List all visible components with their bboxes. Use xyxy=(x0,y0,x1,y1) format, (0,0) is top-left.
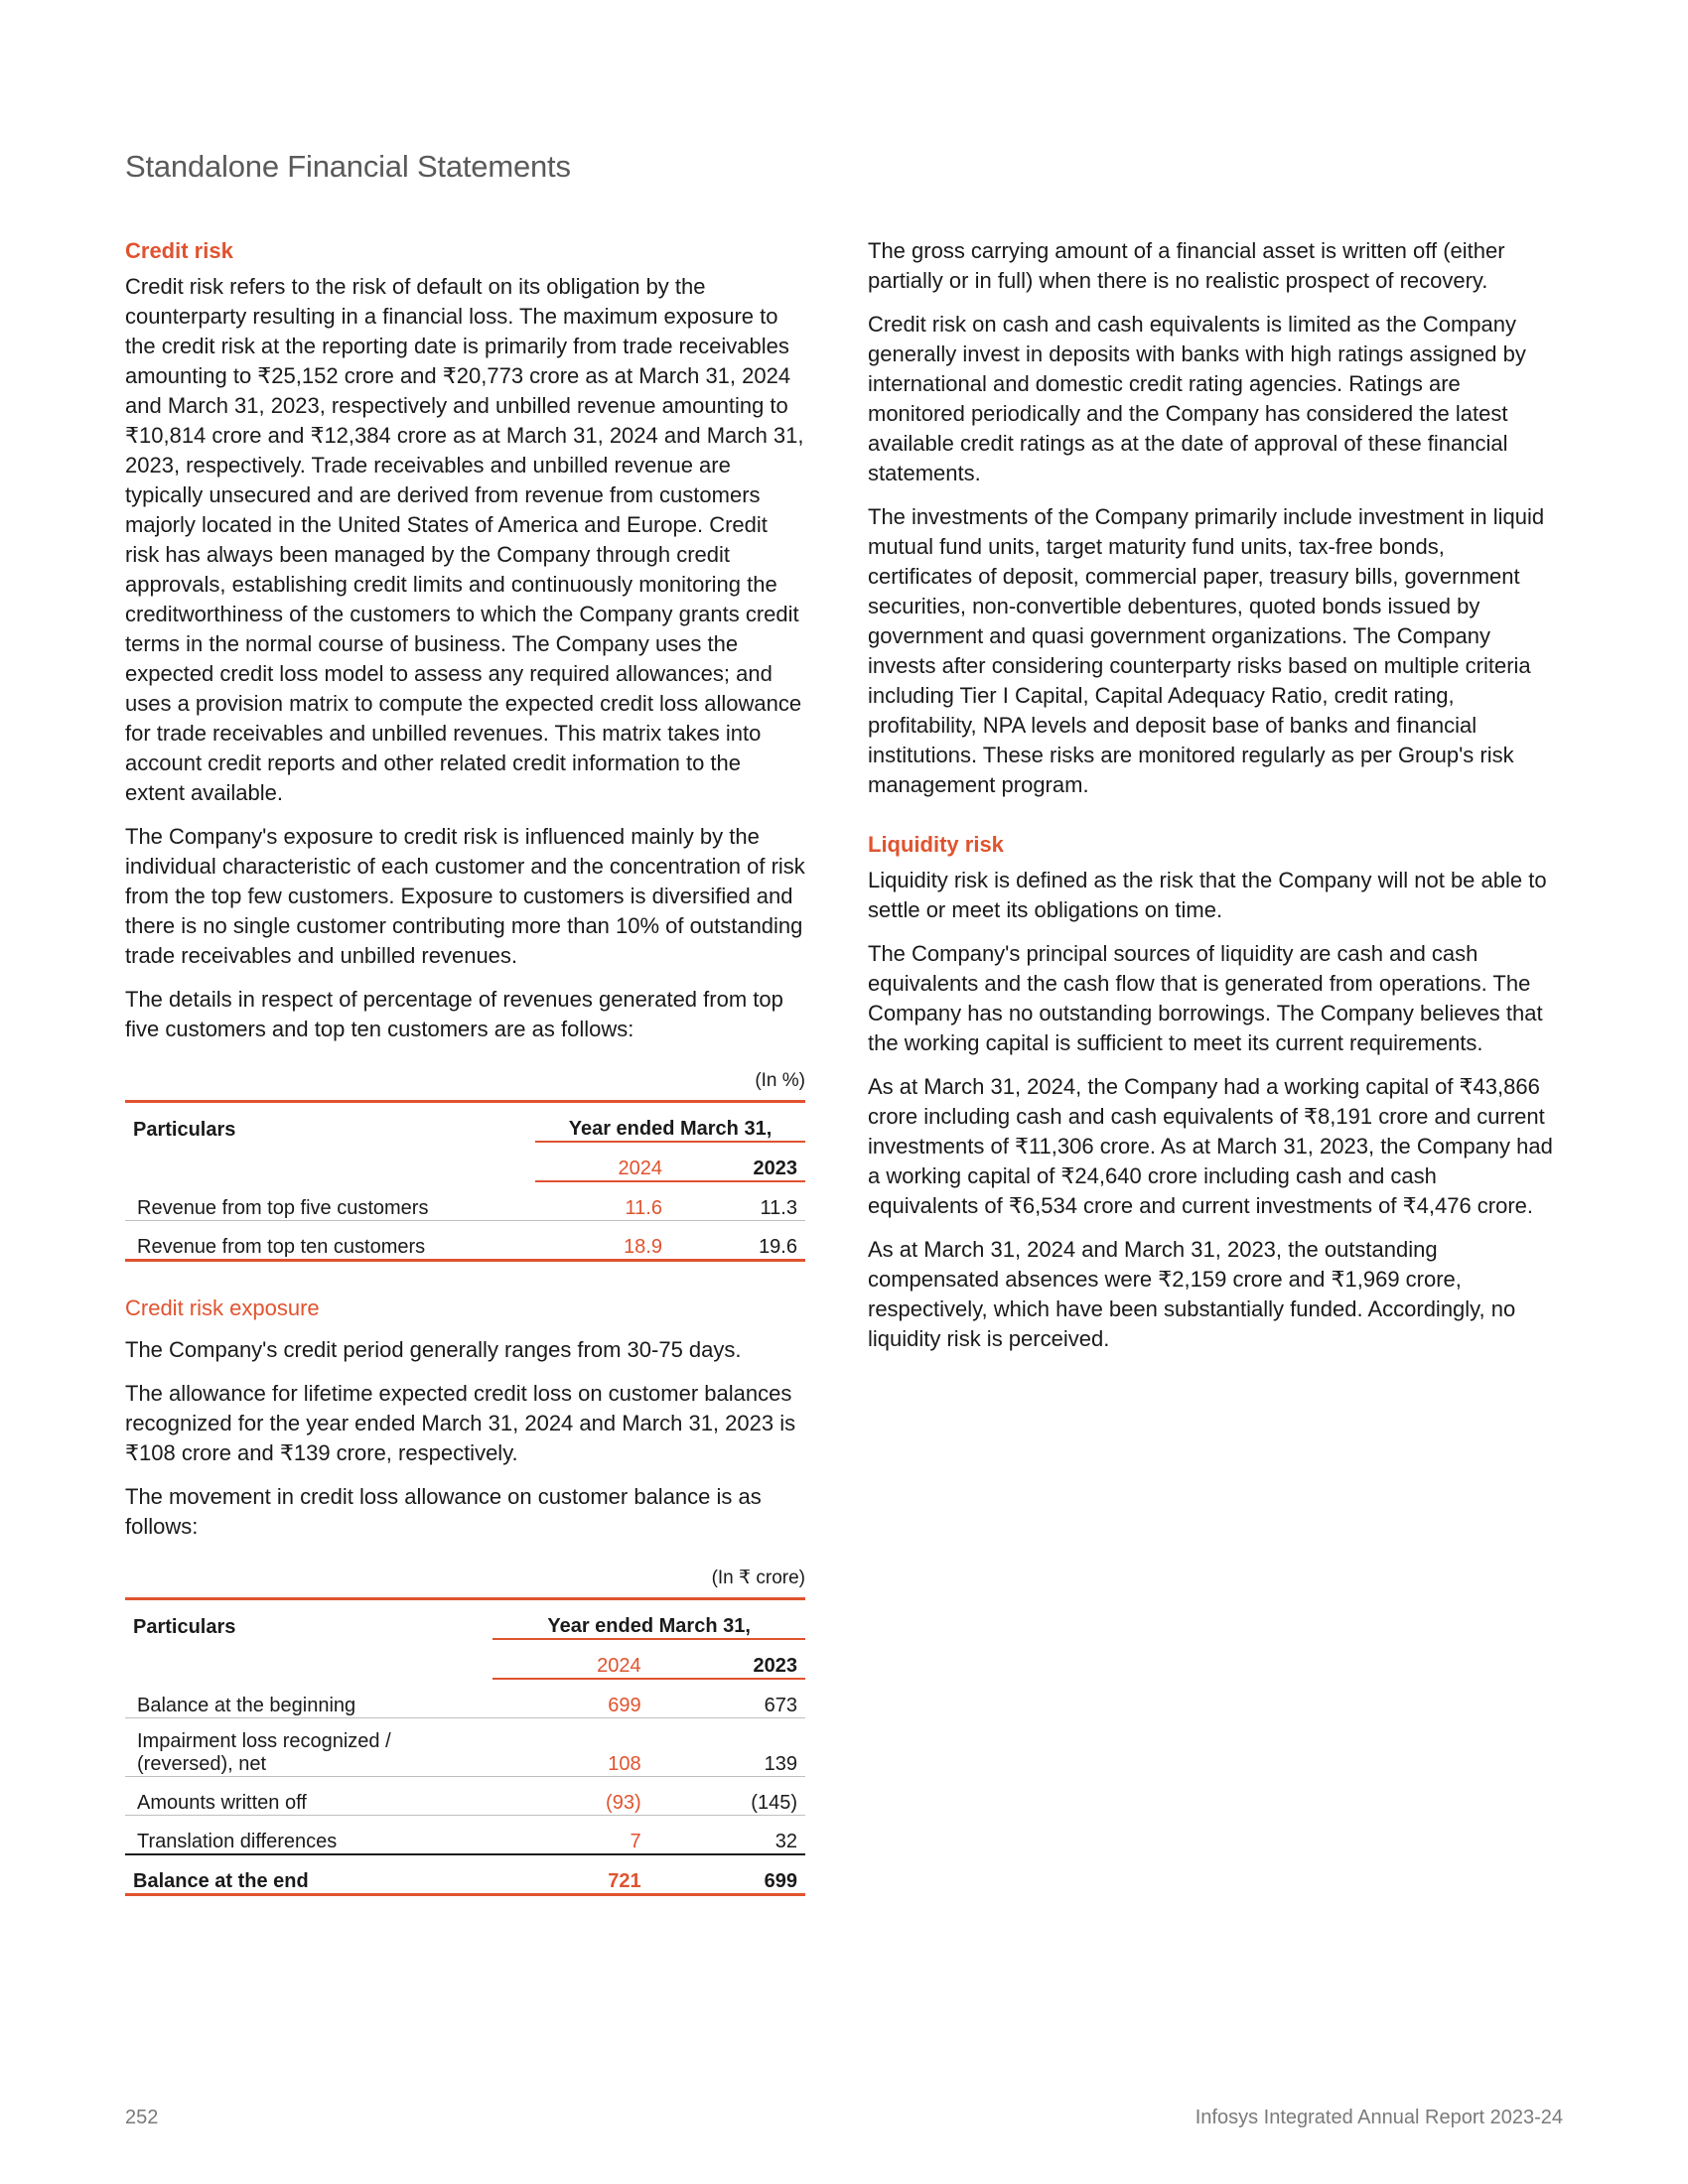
total-value-2023: 699 xyxy=(649,1854,805,1895)
liquidity-risk-paragraph: Liquidity risk is defined as the risk that the Company will not be able to settle or meet its obligations on time. xyxy=(868,868,1547,922)
liquidity-risk-paragraph: As at March 31, 2024, the Company had a working capital of ₹43,866 crore including cash and cash equivalents of ₹8,191 crore and current investments of ₹11,306 crore. As at March 31, 2023, the Company had a working capital of ₹24,640 crore including cash and cash equivalents of ₹6,534 crore and current investments of ₹4,476 crore. xyxy=(868,1074,1553,1218)
row-value-2024: 108 xyxy=(492,1718,648,1777)
row-label: Revenue from top five customers xyxy=(125,1181,535,1221)
table1-year-2023: 2023 xyxy=(670,1142,805,1181)
table-row xyxy=(125,1679,805,1718)
row-label: Impairment loss recognized / (reversed), net xyxy=(125,1718,492,1777)
table1-period-header: Year ended March 31, xyxy=(535,1102,805,1143)
table-total-row xyxy=(125,1854,805,1895)
table1-particulars-header: Particulars xyxy=(133,1119,236,1141)
table2-unit-note: (In ₹ crore) xyxy=(711,1568,805,1588)
row-label: Amounts written off xyxy=(125,1777,492,1816)
table2-year-2024: 2024 xyxy=(492,1639,648,1679)
row-label: Balance at the beginning xyxy=(125,1679,492,1718)
exposure-paragraph: The movement in credit loss allowance on customer balance is as follows: xyxy=(125,1484,762,1539)
credit-loss-allowance-table xyxy=(125,1597,805,1896)
table-row xyxy=(125,1777,805,1816)
row-value-2024: (93) xyxy=(492,1777,648,1816)
row-value-2023: 673 xyxy=(649,1679,805,1718)
credit-risk-continued-paragraph: The gross carrying amount of a financial asset is written off (either partially or in full) when there is no realistic prospect of recovery. xyxy=(868,238,1505,293)
credit-risk-paragraph: The Company's exposure to credit risk is influenced mainly by the individual characteristic of each customer and the concentration of risk from the top few customers. Exposure to customers is diversified and there is no single customer contributing more than 10% of outstanding trade receivables and unbilled revenues. xyxy=(125,824,805,968)
credit-risk-paragraph: The details in respect of percentage of revenues generated from top five customers and top ten customers are as follows: xyxy=(125,987,783,1041)
exposure-paragraph: The allowance for lifetime expected credit loss on customer balances recognized for the year ended March 31, 2024 and March 31, 2023 is ₹108 crore and ₹139 crore, respectively. xyxy=(125,1381,796,1465)
credit-risk-continued-paragraph: The investments of the Company primarily include investment in liquid mutual fund units, target maturity fund units, tax-free bonds, certificates of deposit, commercial paper, treasury bills, government securities, non-convertible debentures, quoted bonds issued by government and quasi government organizations. The Company invests after considering counterparty risks based on multiple criteria including Tier I Capital, Capital Adequacy Ratio, credit rating, profitability, NPA levels and deposit base of banks and financial institutions. These risks are monitored regularly as per Group's risk management program. xyxy=(868,504,1545,797)
row-value-2023: 139 xyxy=(649,1718,805,1777)
table-row xyxy=(125,1718,805,1777)
credit-risk-heading: Credit risk xyxy=(125,238,233,263)
total-label: Balance at the end xyxy=(125,1854,492,1895)
exposure-paragraph: The Company's credit period generally ranges from 30-75 days. xyxy=(125,1337,742,1362)
credit-risk-paragraph: Credit risk refers to the risk of default on its obligation by the counterparty resulting in a financial loss. The maximum exposure to the credit risk at the reporting date is primarily from trade receivables amounting to ₹25,152 crore and ₹20,773 crore as at March 31, 2024 and March 31, 2023, respectively and unbilled revenue amounting to ₹10,814 crore and ₹12,384 crore as at March 31, 2024 and March 31, 2023, respectively. Trade receivables and unbilled revenue are typically unsecured and are derived from revenue from customers majorly located in the United States of America and Europe. Credit risk has always been managed by the Company through credit approvals, establishing credit limits and continuously monitoring the creditworthiness of the customers to which the Company grants credit terms in the normal course of business. The Company uses the expected credit loss model to assess any required allowances; and uses a provision matrix to compute the expected credit loss allowance for trade receivables and unbilled revenues. This matrix takes into account credit reports and other related credit information to the extent available. xyxy=(125,274,804,805)
liquidity-risk-paragraph: The Company's principal sources of liquidity are cash and cash equivalents and the cash flow that is generated from operations. The Company has no outstanding borrowings. The Company believes that the working capital is sufficient to meet its current requirements. xyxy=(868,941,1543,1055)
row-value-2023: 32 xyxy=(649,1816,805,1855)
row-value-2024: 11.6 xyxy=(535,1181,670,1221)
report-title: Infosys Integrated Annual Report 2023-24 xyxy=(1195,2107,1563,2128)
row-value-2024: 18.9 xyxy=(624,1236,662,1258)
top-customers-table xyxy=(125,1100,805,1262)
row-value-2024: 7 xyxy=(492,1816,648,1855)
table-row xyxy=(125,1816,805,1855)
table-row xyxy=(125,1221,805,1261)
credit-risk-continued-paragraph: Credit risk on cash and cash equivalents is limited as the Company generally invest in deposits with banks with high ratings assigned by international and domestic credit rating agencies. Ratings are monitored periodically and the Company has considered the latest available credit ratings as at the date of approval of these financial statements. xyxy=(868,312,1526,485)
page-number: 252 xyxy=(125,2107,159,2128)
row-value-2023: 11.3 xyxy=(670,1181,805,1221)
table1-unit-note: (In %) xyxy=(755,1070,805,1091)
liquidity-risk-paragraph: As at March 31, 2024 and March 31, 2023, the outstanding compensated absences were ₹2,159 crore and ₹1,969 crore, respectively, which have been substantially funded. Accordingly, no liquidity risk is perceived. xyxy=(868,1237,1516,1351)
page-header-title: Standalone Financial Statements xyxy=(125,149,571,184)
table-row xyxy=(125,1181,805,1221)
table2-year-2023: 2023 xyxy=(649,1639,805,1679)
left-column xyxy=(125,236,805,1896)
row-value-2023: (145) xyxy=(649,1777,805,1816)
credit-risk-exposure-heading: Credit risk exposure xyxy=(125,1296,320,1320)
table1-year-2024: 2024 xyxy=(535,1142,670,1181)
table2-particulars-header: Particulars xyxy=(133,1616,236,1638)
row-value-2023: 19.6 xyxy=(759,1236,797,1258)
total-value-2024: 721 xyxy=(492,1854,648,1895)
liquidity-risk-heading: Liquidity risk xyxy=(868,832,1004,857)
row-label: Translation differences xyxy=(125,1816,492,1855)
right-column xyxy=(868,236,1553,1368)
table2-period-header: Year ended March 31, xyxy=(492,1599,805,1640)
row-value-2024: 699 xyxy=(492,1679,648,1718)
row-label: Revenue from top ten customers xyxy=(137,1236,426,1258)
